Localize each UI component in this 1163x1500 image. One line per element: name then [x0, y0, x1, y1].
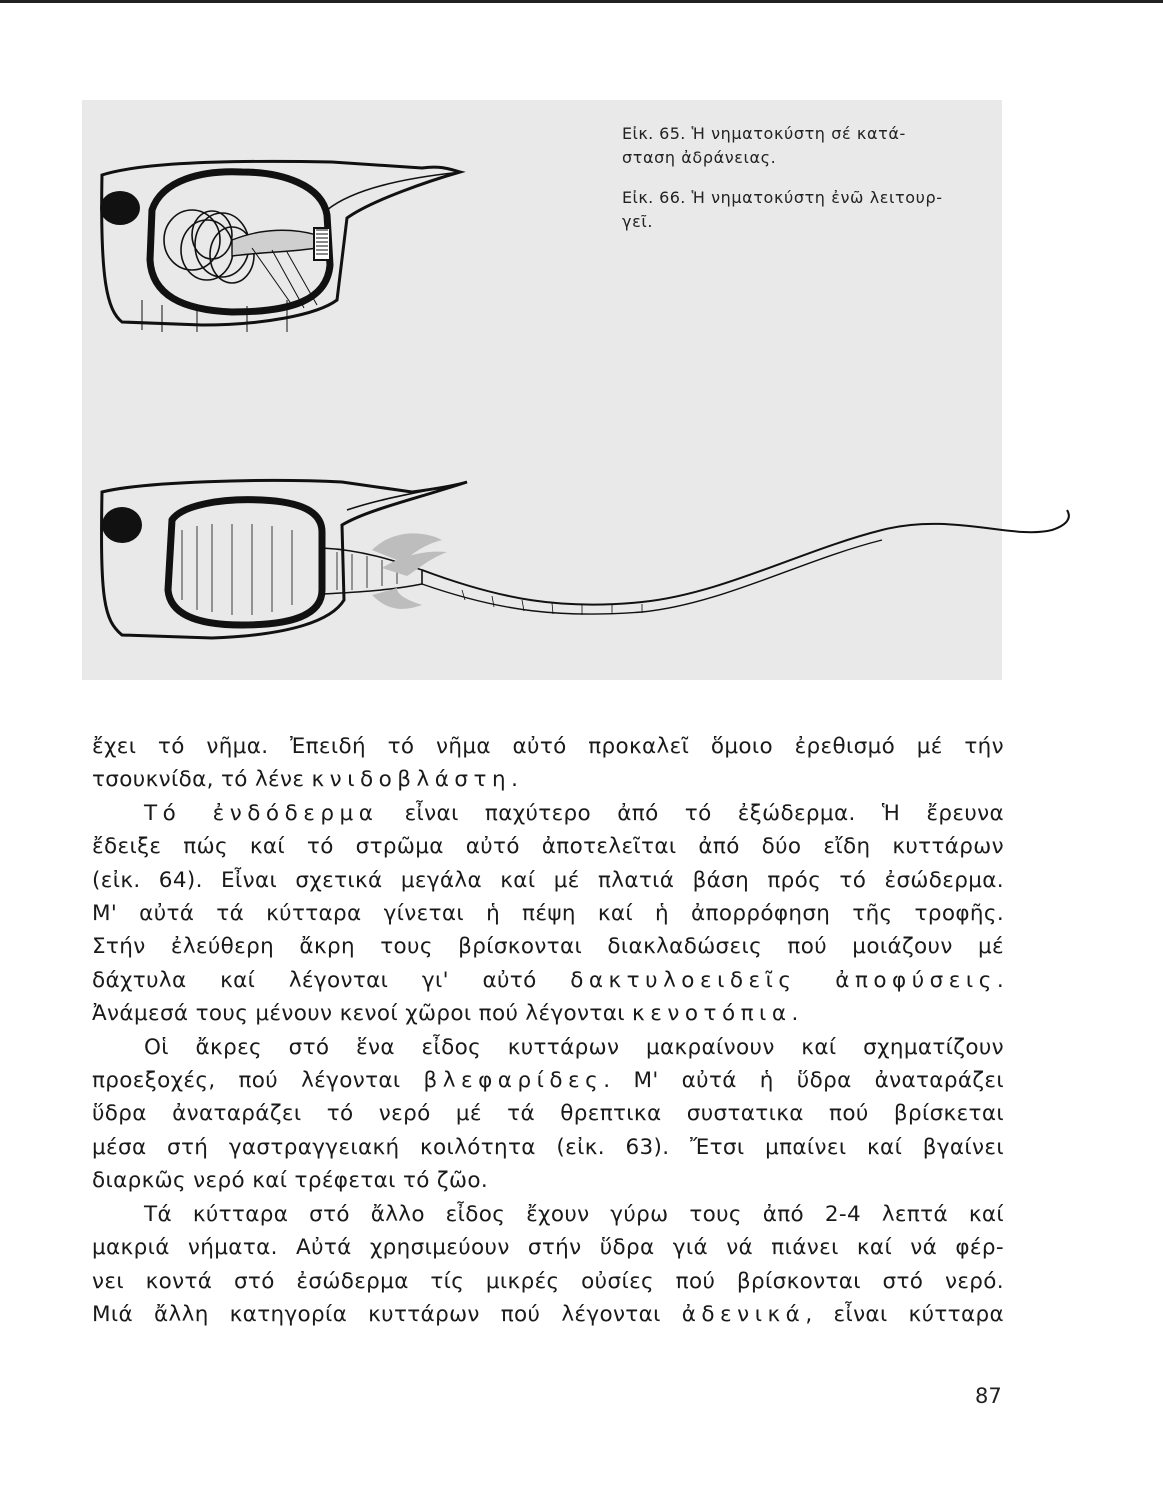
text-line: νει κοντά στό ἐσώδερμα τίς μικρές οὐσίες πού βρίσκονται στό νερό. — [92, 1268, 1004, 1294]
text-line: ἔχει τό νῆμα. Ἐπειδή τό νῆμα αὐτό προκαλεῖ ὅμοιο ἐρεθισμό μέ τήν — [92, 734, 1004, 759]
text-line: Οἱ ἄκρες στό ἕνα εἶδος κυττάρων μακραίνουν καί σχηματίζουν — [144, 1034, 1004, 1060]
text-line: Ἀνάμεσά τους μένουν κενοί χῶροι πού λέγονται κενοτόπια. — [92, 1001, 799, 1027]
text-line: μέσα στή γαστραγγειακή κοιλότητα (εἰκ. 63). Ἔτσι μπαίνει καί βγαίνει — [92, 1134, 1004, 1160]
text-line: διαρκῶς νερό καί τρέφεται τό ζῶο. — [92, 1168, 489, 1194]
text-line: ὕδρα ἀναταράζει τό νερό μέ τά θρεπτικα συστατικα πού βρίσκεται — [92, 1101, 1004, 1127]
text-line: ἔδειξε πώς καί τό στρῶμα αὐτό ἀποτελεῖται ἀπό δύο εἴδη κυττάρων — [92, 834, 1004, 860]
body-text — [92, 730, 1004, 1331]
fig66-nucleus — [102, 507, 142, 543]
page-number: 87 — [975, 1384, 1002, 1408]
figure-66-label: Εἰκ. 66. — [622, 188, 686, 207]
page-top-rule — [0, 0, 1163, 3]
spaced-term: Τό ἐνδόδερμα — [144, 800, 379, 826]
fig66-thread — [422, 510, 1069, 605]
figure-66-caption — [622, 186, 1002, 234]
text-line: Μ' αὐτά τά κύτταρα γίνεται ἡ πέψη καί ἡ ἀπορρόφηση τῆς τροφῆς. — [92, 901, 1004, 927]
spaced-term: ἀδενικά — [681, 1301, 806, 1327]
fig65-nucleus — [100, 191, 140, 225]
figure-66-caption-line1: Ἡ νηματοκύστη ἐνῶ λειτουρ- — [691, 188, 943, 207]
fig65-operculum — [314, 228, 330, 260]
text-line: Τά κύτταρα στό ἄλλο εἶδος ἔχουν γύρω τους ἀπό 2-4 λεπτά καί — [144, 1201, 1004, 1227]
text-line: μακριά νήματα. Αὐτά χρησιμεύουν στήν ὕδρα γιά νά πιάνει καί νά φέρ- — [92, 1235, 1004, 1261]
figure-65-drawing — [100, 161, 462, 332]
figure-65-label: Εἰκ. 65. — [622, 124, 686, 143]
text-line: τσουκνίδα, τό λένε κνιδοβλάστη. — [92, 767, 519, 793]
figure-65-caption — [622, 122, 1002, 170]
text-line: δάχτυλα καί λέγονται γι' αὐτό δακτυλοειδεῖς ἀποφύσεις. — [92, 967, 1004, 993]
fig66-barb-lower — [372, 588, 422, 609]
figure-65-caption-line2: σταση ἀδράνειας. — [622, 148, 777, 167]
text-line: Μιά ἄλλη κατηγορία κυττάρων πού λέγονται ἀδενικά, εἶναι κύτταρα — [92, 1301, 1004, 1327]
text-line: Τό ἐνδόδερμα εἶναι παχύτερο ἀπό τό ἐξώδερμα. Ἡ ἔρευνα — [144, 800, 1005, 826]
fig65-shaft — [232, 230, 317, 256]
figure-66-caption-line2: γεῖ. — [622, 212, 654, 231]
spaced-term: κνιδοβλάστη — [311, 767, 512, 793]
spaced-term: κενοτόπια — [632, 1001, 792, 1027]
text-line: Στήν ἐλεύθερη ἄκρη τους βρίσκονται διακλαδώσεις πού μοιάζουν μέ — [92, 934, 1004, 960]
figure-65-caption-line1: Ἡ νηματοκύστη σέ κατά- — [691, 124, 906, 143]
fig66-capsule-wall — [168, 500, 322, 625]
text-line: (εἰκ. 64). Εἶναι σχετικά μεγάλα καί μέ πλατιά βάση πρός τό ἐσώδερμα. — [92, 867, 1004, 893]
text-line: προεξοχές, πού λέγονται βλεφαρίδες. Μ' αὐτά ἡ ὕδρα ἀναταράζει — [92, 1068, 1004, 1094]
spaced-term: δακτυλοειδεῖς ἀποφύσεις — [570, 967, 997, 993]
figure-66-drawing — [102, 480, 1069, 638]
spaced-term: βλεφαρίδες — [423, 1068, 604, 1094]
